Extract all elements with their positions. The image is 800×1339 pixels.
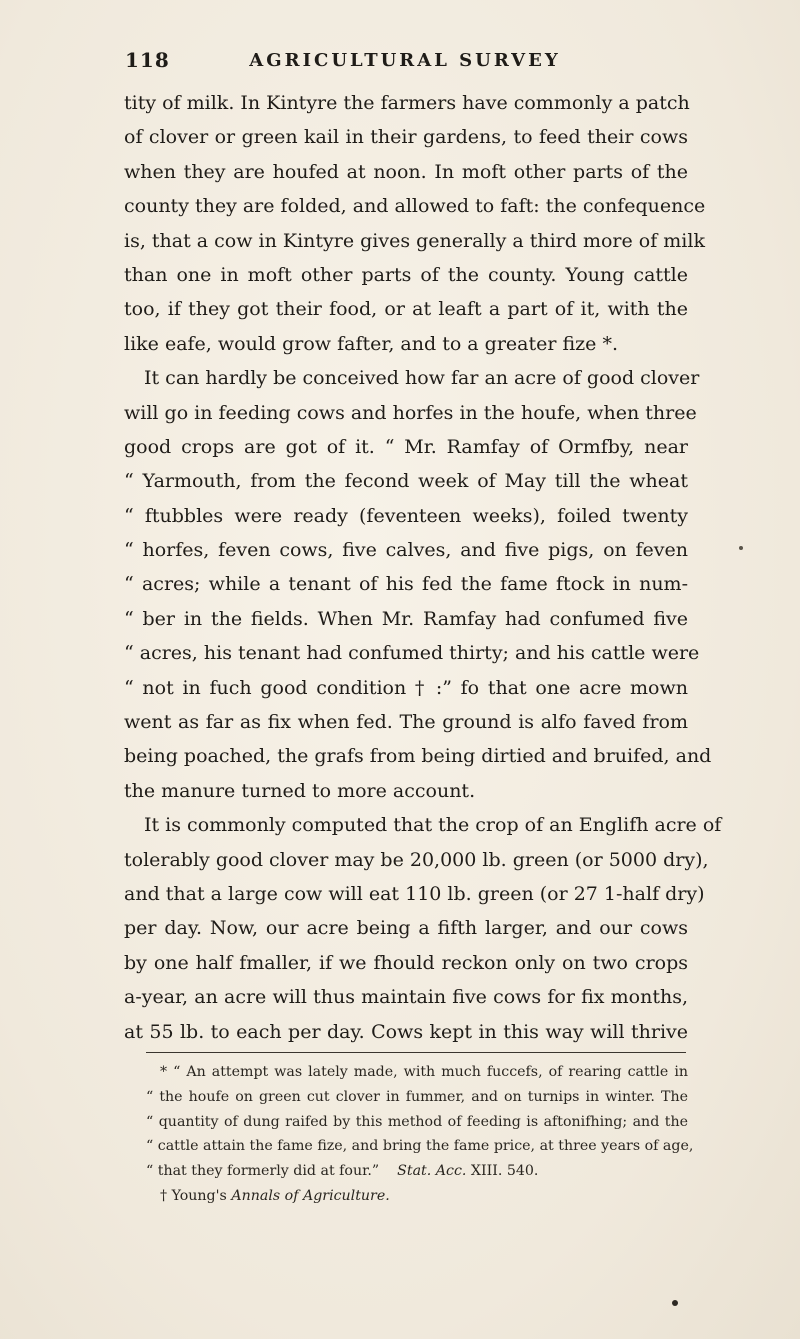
- text-line: per day. Now, our acre being a fifth larger, and our cows: [124, 917, 688, 940]
- text-line: is, that a cow in Kintyre gives generally a third more of milk: [124, 229, 705, 252]
- text-line: than one in moft other parts of the county. Young cattle: [124, 263, 688, 286]
- page-header: [125, 48, 685, 78]
- text-line: It is commonly computed that the crop of an Englifh acre of: [144, 814, 722, 837]
- page-number: 118: [125, 48, 170, 72]
- footnote-line: * “ An attempt was lately made, with much fuccefs, of rearing cattle in: [160, 1064, 688, 1080]
- text-line: too, if they got their food, or at leaft a part of it, with the: [124, 298, 688, 321]
- text-line: “ Yarmouth, from the fecond week of May till the wheat: [124, 470, 688, 493]
- text-line: a-year, an acre will thus maintain five cows for fix months,: [124, 986, 688, 1009]
- footnote-line: “ the houfe on green cut clover in fummer, and on turnips in winter. The: [146, 1088, 688, 1105]
- body-text: [124, 86, 722, 1049]
- footnote-rule: [146, 1052, 686, 1053]
- text-line: tolerably good clover may be 20,000 lb. green (or 5000 dry),: [124, 848, 709, 871]
- text-line: “ ber in the fields. When Mr. Ramfay had confumed five: [124, 607, 688, 630]
- ink-dot: [672, 1300, 678, 1306]
- text-line: when they are houfed at noon. In moft other parts of the: [124, 160, 688, 183]
- text-line: of clover or green kail in their gardens, to feed their cows: [124, 126, 688, 149]
- text-line: “ ftubbles were ready (feventeen weeks), foiled twenty: [124, 504, 688, 527]
- footnote-book-title: Annals of Agriculture.: [231, 1187, 390, 1204]
- footnote-line: [146, 1184, 688, 1209]
- footnotes: [146, 1060, 694, 1209]
- text-line: being poached, the grafs from being dirtied and bruifed, and: [124, 745, 712, 768]
- text-line: “ horfes, feven cows, five calves, and five pigs, on feven: [124, 539, 688, 562]
- text-line: by one half fmaller, if we fhould reckon only on two crops: [124, 951, 688, 974]
- text-line: the manure turned to more account.: [124, 779, 476, 802]
- text-line: “ acres; while a tenant of his fed the fame ftock in num-: [124, 573, 688, 596]
- footnote-dagger-prefix: † Young's: [160, 1187, 227, 1204]
- footnote-reference: XIII. 540.: [470, 1163, 539, 1180]
- footnote-source: Stat. Acc.: [397, 1163, 467, 1180]
- text-line: tity of milk. In Kintyre the farmers have commonly a patch: [124, 92, 690, 114]
- footnote-line: [146, 1159, 688, 1184]
- footnote-line: “ quantity of dung raifed by this method of feeding is aftonifhing; and the: [146, 1113, 688, 1130]
- text-line: went as far as fix when fed. The ground is alfo faved from: [124, 711, 688, 734]
- text-line: and that a large cow will eat 110 lb. green (or 27 1-half dry): [124, 882, 705, 905]
- text-line: like eafe, would grow fafter, and to a greater fize *.: [124, 332, 618, 355]
- footnote-line: “ cattle attain the fame fize, and bring the fame price, at three years of age,: [146, 1138, 694, 1155]
- text-line: good crops are got of it. “ Mr. Ramfay of Ormfby, near: [124, 435, 688, 458]
- text-line: “ not in fuch good condition † :” fo that one acre mown: [124, 676, 688, 699]
- running-head: AGRICULTURAL SURVEY: [249, 50, 561, 71]
- text-line: at 55 lb. to each per day. Cows kept in this way will thrive: [124, 1020, 688, 1043]
- text-line: “ acres, his tenant had confumed thirty; and his cattle were: [124, 642, 700, 665]
- text-line: It can hardly be conceived how far an acre of good clover: [144, 367, 700, 390]
- text-line: will go in feeding cows and horfes in the houfe, when three: [124, 401, 697, 424]
- margin-speck: [739, 546, 743, 550]
- text-line: county they are folded, and allowed to faft: the confequence: [124, 195, 706, 218]
- footnote-quote-end: “ that they formerly did at four.”: [146, 1163, 380, 1180]
